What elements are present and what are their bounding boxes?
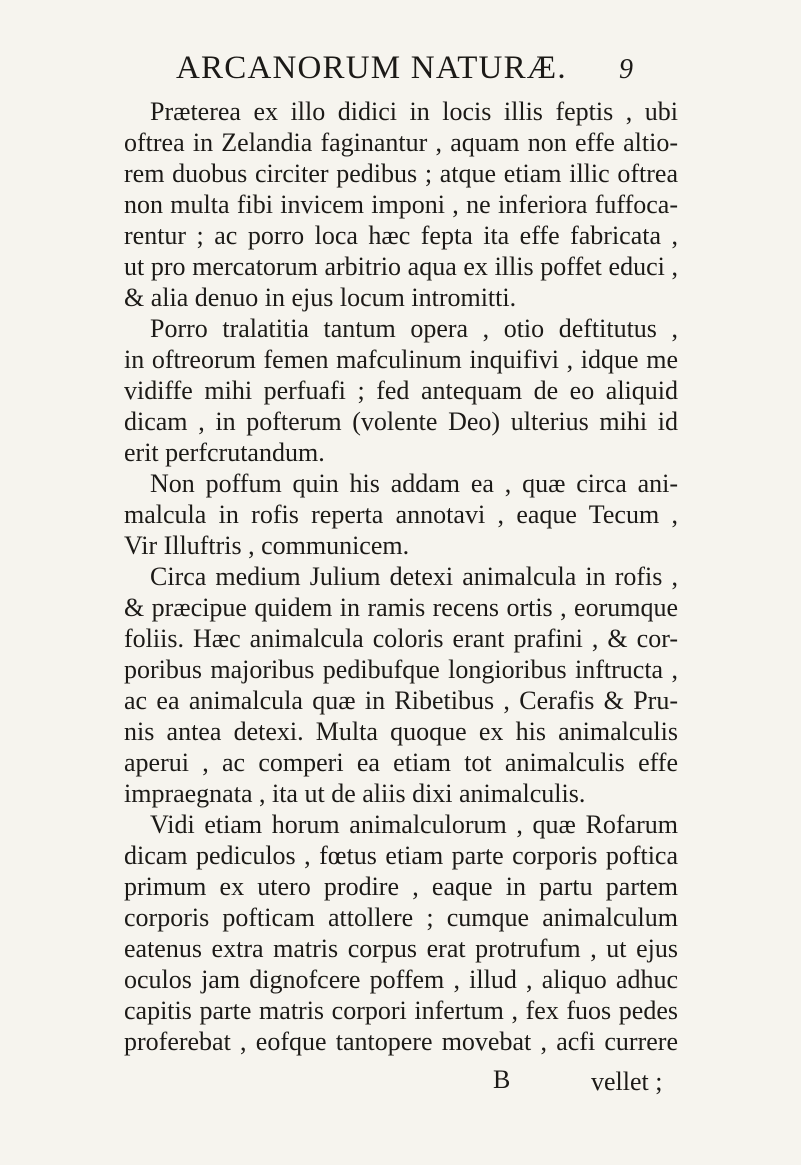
signature-mark: B <box>493 1065 511 1094</box>
text-line: rentur ; ac porro loca hæc fepta ita effe fabricata , <box>124 221 678 250</box>
text-line: oculos jam dignofcere poffem , illud , aliquo adhuc <box>124 965 678 994</box>
text-line: vidiffe mihi perfuafi ; fed antequam de eo aliquid <box>124 376 678 405</box>
text-line: eatenus extra matris corpus erat protrufum , ut ejus <box>124 934 678 963</box>
running-title: ARCANORUM NATURÆ. <box>176 50 567 86</box>
text-line: capitis parte matris corpori infertum , fex fuos pedes <box>124 996 678 1025</box>
text-line: corporis pofticam attollere ; cumque animalculum <box>124 903 678 932</box>
text-line: Vir Illuftris , communicem. <box>124 531 410 560</box>
text-line: proferebat , eofque tantopere movebat , acfi currere <box>124 1027 678 1056</box>
text-line: ac ea animalcula quæ in Ribetibus , Cerafis & Pru- <box>124 686 678 715</box>
text-line: oftrea in Zelandia faginantur , aquam non effe altio- <box>124 128 678 157</box>
text-line: aperui , ac comperi ea etiam tot animalculis effe <box>124 748 678 777</box>
text-line: Non poffum quin his addam ea , quæ circa ani- <box>150 469 678 498</box>
text-line: malcula in rofis reperta annotavi , eaque Tecum , <box>124 500 678 529</box>
text-line: & alia denuo in ejus locum intromitti. <box>124 283 517 312</box>
text-line: dicam pediculos , fœtus etiam parte corporis poftica <box>124 841 678 870</box>
text-line: poribus majoribus pedibufque longioribus inftructa , <box>124 655 678 684</box>
text-line: erit perfcrutandum. <box>124 438 325 467</box>
text-line: ut pro mercatorum arbitrio aqua ex illis poffet educi , <box>124 252 678 281</box>
text-line: Circa medium Julium detexi animalcula in rofis , <box>150 562 678 591</box>
text-line: dicam , in pofterum (volente Deo) ulterius mihi id <box>124 407 678 436</box>
text-line: non multa fibi invicem imponi , ne inferiora fuffoca- <box>124 190 678 219</box>
running-head <box>0 48 801 88</box>
text-line: foliis. Hæc animalcula coloris erant prafini , & cor- <box>124 624 678 653</box>
text-line: in oftreorum femen mafculinum inquifivi , idque me <box>124 345 678 374</box>
catchword: vellet ; <box>591 1067 663 1096</box>
text-line: primum ex utero prodire , eaque in partu partem <box>124 872 678 901</box>
text-line: nis antea detexi. Multa quoque ex his animalculis <box>124 717 678 746</box>
page-number: 9 <box>619 54 633 85</box>
text-line: Porro tralatitia tantum opera , otio deftitutus , <box>150 314 678 343</box>
catch-row <box>0 1065 801 1099</box>
text-line: Præterea ex illo didici in locis illis feptis , ubi <box>150 97 678 126</box>
text-line: impraegnata , ita ut de aliis dixi animalculis. <box>124 779 586 808</box>
text-line: rem duobus circiter pedibus ; atque etiam illic oftrea <box>124 159 678 188</box>
text-line: Vidi etiam horum animalculorum , quæ Rofarum <box>150 810 678 839</box>
text-line: & præcipue quidem in ramis recens ortis , eorumque <box>124 593 678 622</box>
